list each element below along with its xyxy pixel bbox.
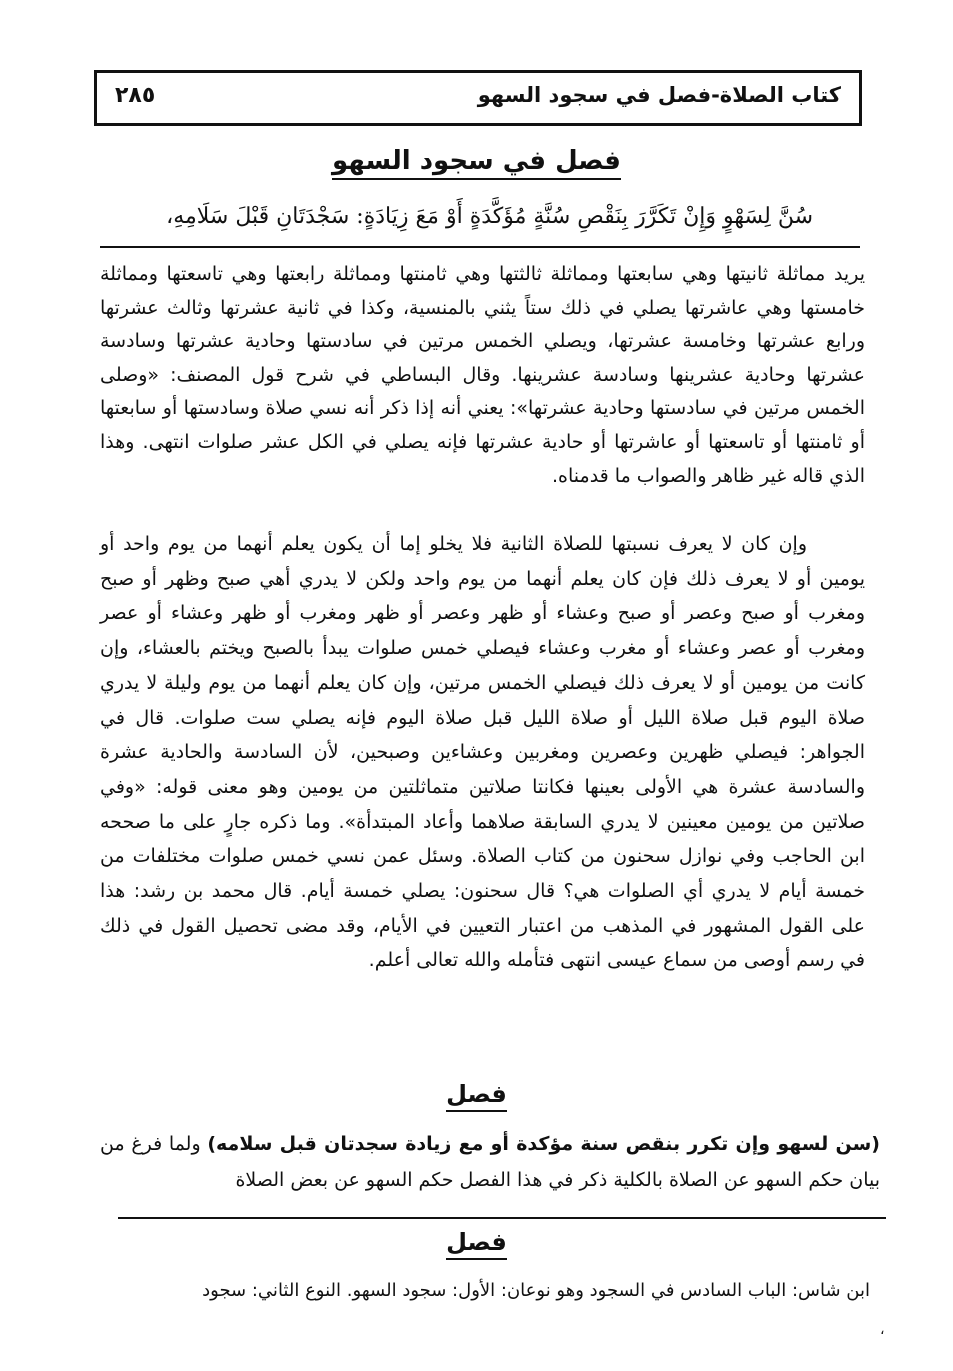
paragraph-2 bbox=[100, 527, 865, 978]
matn-divider bbox=[100, 246, 860, 248]
paragraph-1 bbox=[100, 258, 865, 493]
footnote-line: ابن شاس: الباب السادس في السجود وهو نوعان: الأول: سجود السهو. النوع الثاني: سجود bbox=[202, 1280, 870, 1301]
header-title: كتاب الصلاة-فصل في سجود السهو bbox=[477, 83, 841, 107]
fasl-heading-1-text: فصل bbox=[446, 1080, 507, 1112]
commentary-lead: (سن لسهو وإن تكرر بنقص سنة مؤكدة أو مع زيادة سجدتان قبل سلامه) bbox=[207, 1133, 880, 1155]
fasl-heading-1 bbox=[0, 1080, 953, 1108]
commentary-text bbox=[100, 1126, 880, 1198]
main-heading bbox=[0, 146, 953, 176]
stray-mark: ، bbox=[880, 1322, 885, 1338]
page-number: ٢٨٥ bbox=[115, 83, 156, 108]
fasl-heading-2-text: فصل bbox=[446, 1228, 507, 1260]
running-header bbox=[94, 70, 862, 126]
fasl-heading-2 bbox=[0, 1228, 953, 1256]
footnote-divider bbox=[118, 1217, 886, 1219]
paragraph-1-text: يريد مماثلة ثانيتها وهي سابعتها ومماثلة ثالثتها وهي ثامنتها ومماثلة رابعتها وهي تاسعتها ومماثلة خامستها وهي عاشرتها يصلي في ذلك ستاً يثني بالمنسية، وكذا في ثانية عشرتها وثالث عشرتها ورابع عشرتها وخامسة عشرتها، ويصلي الخمس مرتين في سادستها وحادية عشرتها وسادسة عشرتها وحادية عشرينها وسادسة عشرينها. وقال البساطي في شرح قول المصنف: «وصلى الخمس مرتين في سادستها وحادية عشرتها»: يعني أنه إذا ذكر أنه نسي صلاة وسادستها أو سابعتها أو ثامنتها أو تاسعتها أو عاشرتها أو حادية عشرتها فإنه يصلي في الكل عشر صلوات انتهى. وهذا الذي قاله غير ظاهر والصواب ما قدمناه. bbox=[100, 263, 865, 487]
matn-text: سُنَّ لِسَهْوٍ وَإِنْ تَكَرَّرَ بِنَقْصِ سُنَّةٍ مُؤَكَّدَةٍ أَوْ مَعَ زِيَادَةٍ: سَجْدَتَانِ قَبْلَ سَلَامِهِ، bbox=[166, 204, 813, 229]
commentary-paragraph bbox=[100, 1126, 880, 1198]
main-heading-text: فصل في سجود السهو bbox=[332, 146, 621, 180]
paragraph-2-text: وإن كان لا يعرف نسبتها للصلاة الثانية فلا يخلو إما أن يكون يعلم أنهما من يوم واحد أو يومين أو لا يعرف ذلك فإن كان يعلم أنهما من يوم واحد ولكن لا يدري أهي صبح وظهر أو صبح ومغرب أو صبح وعصر أو صبح وعشاء أو ظهر وعصر أو ظهر ومغرب أو ظهر وعشاء أو عصر ومغرب أو عصر وعشاء أو مغرب وعشاء فيصلي خمس صلوات يبدأ بالصبح ويختم بالعشاء، وإن كانت من يومين أو لا يعرف ذلك فيصلي الخمس مرتين، وإن كان يعلم أنهما من يوم وليلة لا يدري صلاة اليوم قبل صلاة الليل أو صلاة الليل قبل صلاة اليوم فإنه يصلي ست صلوات. قال في الجواهر: فيصلي ظهرين وعصرين ومغربين وعشاءين وصبحين، لأن السادسة والحادية عشرة والسادسة عشرة هي الأولى بعينها فكانتا صلاتين متماثلتين من يومين وهو معنى قوله: «وفي صلاتين من يومين معينين لا يدري السابقة صلاهما وأعاد المبتدأة». وما ذكره جارٍ على ما صححه ابن الحاجب وفي نوازل سحنون من كتاب الصلاة. وسئل عمن نسي خمس صلوات مختلفات من خمسة أيام لا يدري أي الصلوات هي؟ قال سحنون: يصلي خمسة أيام. قال محمد بن رشد: هذا على القول المشهور في المذهب من اعتبار التعيين في الأيام، وقد مضى تحصيل القول في ذلك في رسم أوصى من سماع عيسى انتهى فتأمله والله تعالى أعلم. bbox=[100, 533, 865, 972]
commentary-rest: ولما فرغ من بيان حكم السهو عن الصلاة بالكلية ذكر في هذا الفصل حكم السهو عن بعض الصلاة bbox=[100, 1133, 880, 1191]
